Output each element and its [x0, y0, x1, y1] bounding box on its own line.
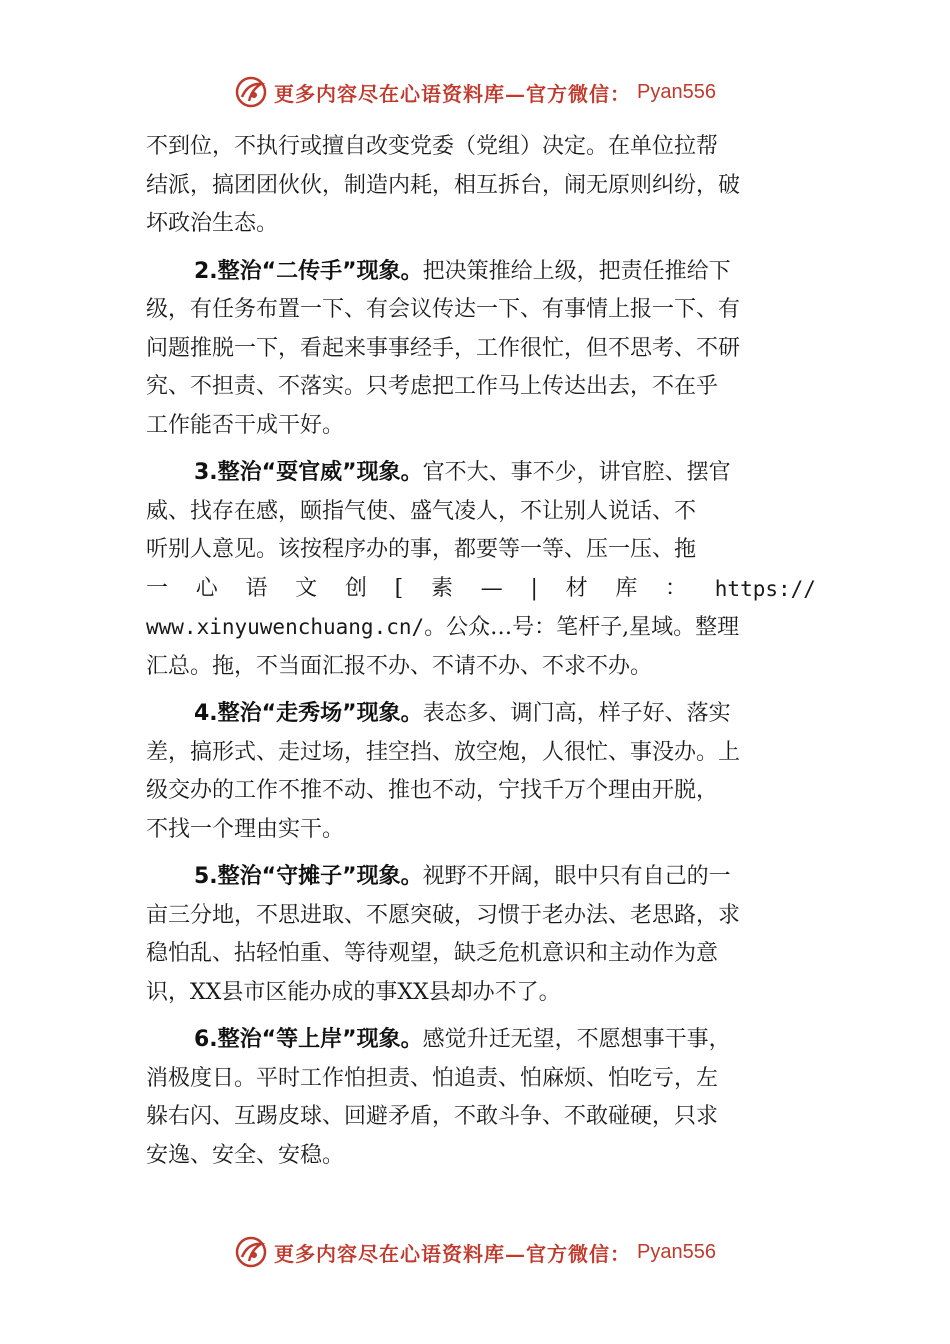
char: ： [665, 575, 688, 601]
paragraph-2 [146, 253, 816, 446]
section-heading: 5.整治“守摊子”现象。 [194, 864, 423, 889]
text-line: 躲右闪、互踢皮球、回避矛盾，不敢斗争、不敢碰硬，只求 [146, 1104, 719, 1129]
circular-red-logo-icon [234, 1235, 268, 1269]
char: 一 [146, 575, 169, 601]
text-line: 差，搞形式、走过场，挂空挡、放空炮，人很忙、事没办。上 [146, 739, 741, 765]
text-line: 级，有任务布置一下、有会议传达一下、有事情上报一下、有 [146, 297, 741, 322]
section-heading: 3.整治“耍官威”现象。 [194, 460, 423, 485]
text-line: 识，XX县市区能办成的事XX县却办不了。 [146, 979, 561, 1005]
char: 创 [344, 575, 367, 601]
text-line: 级交办的工作不推不动、推也不动，宁找千万个理由开脱， [146, 778, 719, 803]
banner-text: 更多内容尽在心语资料库—官方微信： [274, 1241, 632, 1266]
char: 库 [615, 575, 638, 601]
paragraph-3 [146, 454, 816, 686]
document-body [146, 128, 816, 1184]
text-line: 不到位，不执行或擅自改变党委（党组）决定。在单位拉帮 [146, 134, 719, 159]
text-line: 安逸、安全、安稳。 [146, 1142, 345, 1168]
text-line: 官不大、事不少，讲官腔、摆官 [422, 460, 731, 485]
char: | [530, 575, 538, 601]
section-heading: 6.整治“等上岸”现象。 [194, 1027, 423, 1052]
circular-red-logo-icon [234, 75, 268, 109]
section-heading: 4.整治“走秀场”现象。 [194, 701, 423, 726]
text-line: 结派，搞团团伙伙，制造内耗，相互拆台，闹无原则纠纷，破 [146, 172, 741, 198]
char: 语 [245, 575, 268, 601]
banner-text: 更多内容尽在心语资料库—官方微信： [274, 81, 632, 106]
banner-account: Pyan556 [637, 1240, 716, 1263]
text-line: 亩三分地，不思进取、不愿突破，习惯于老办法、老思路，求 [146, 902, 741, 928]
text-line: 不找一个理由实干。 [146, 816, 345, 842]
spaced-watermark-line [146, 570, 816, 609]
footer-banner [0, 1232, 950, 1272]
text-line: 。公众…号：笔杆子,星域。整理 [424, 615, 740, 640]
char: 素 [430, 575, 453, 601]
text-line: 汇总。拖，不当面汇报不办、不请不办、不求不办。 [146, 653, 653, 679]
banner-account: Pyan556 [637, 80, 716, 103]
char: 材 [565, 575, 588, 601]
text-line: 坏政治生态。 [146, 211, 279, 236]
text-line: 把决策推给上级，把责任推给下 [422, 258, 731, 284]
char: 心 [195, 575, 218, 601]
char: [ [394, 575, 404, 601]
text-line: 感觉升迁无望，不愿想事干事， [422, 1027, 731, 1052]
paragraph-6 [146, 1021, 816, 1175]
text-line: 消极度日。平时工作怕担责、怕追责、怕麻烦、怕吃亏，左 [146, 1065, 719, 1091]
paragraph-5 [146, 858, 816, 1012]
header-banner [0, 72, 950, 112]
paragraph-4 [146, 695, 816, 849]
text-line: 稳怕乱、拈轻怕重、等待观望，缺乏危机意识和主动作为意 [146, 941, 719, 966]
text-line: 究、不担责、不落实。只考虑把工作马上传达出去，不在乎 [146, 374, 719, 399]
char: 文 [295, 575, 318, 601]
text-line: 视野不开阔，眼中只有自己的一 [422, 864, 731, 889]
text-line: 工作能否干成干好。 [146, 412, 345, 438]
paragraph-1 [146, 128, 816, 244]
url-fragment: https:// [714, 576, 816, 601]
char: — [480, 575, 503, 601]
text-line: 问题推脱一下，看起来事事经手，工作很忙，但不思考、不研 [146, 335, 741, 361]
section-heading: 2.整治“二传手”现象。 [194, 258, 423, 284]
text-line: 表态多、调门高，样子好、落实 [422, 701, 731, 726]
url-text: www.xinyuwenchuang.cn/ [146, 615, 425, 639]
text-line: 听别人意见。该按程序办的事，都要等一等、压一压、拖 [146, 537, 697, 562]
text-line: 威、找存在感，颐指气使、盛气凌人，不让别人说话、不 [146, 498, 697, 524]
